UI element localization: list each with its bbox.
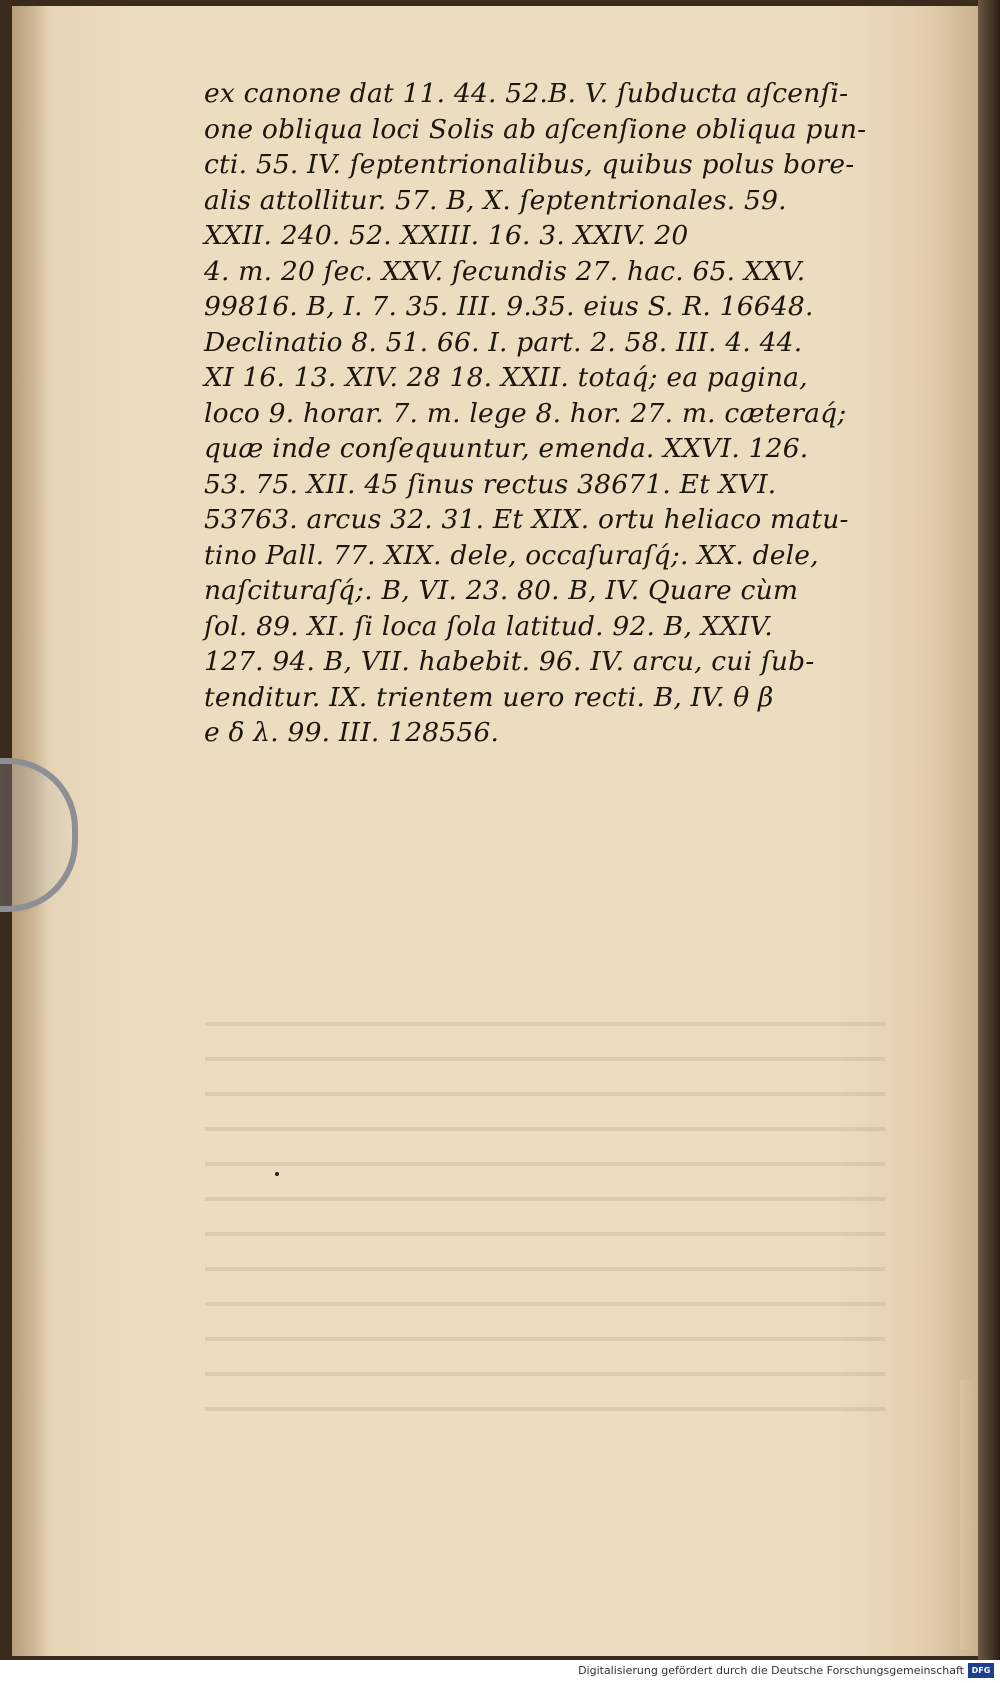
text-line: e δ λ. 99. III. 128556. bbox=[204, 717, 500, 748]
text-line: XI 16. 13. XIV. 28 18. XXII. totaq́; ea pagina, bbox=[204, 362, 808, 393]
text-line: cti. 55. IV. ſeptentrionalibus, quibus polus bore- bbox=[204, 149, 855, 180]
text-line: one obliqua loci Solis ab aſcenſione obliqua pun- bbox=[204, 113, 867, 145]
text-line: tino Pall. 77. XIX. dele, occaſuraſq́;. XX. dele, bbox=[204, 539, 819, 571]
text-line: Declinatio 8. 51. 66. I. part. 2. 58. III. 4. 44. bbox=[204, 326, 803, 358]
digitization-footer bbox=[0, 1660, 1000, 1683]
text-line: 99816. B, I. 7. 35. III. 9.35. eius S. R. 16648. bbox=[204, 291, 814, 322]
text-line: ſol. 89. XI. ſi loca ſola latitud. 92. B, XXIV. bbox=[204, 610, 773, 642]
text-line: alis attollitur. 57. B, X. ſeptentrionales. 59. bbox=[204, 184, 787, 216]
text-line: 127. 94. B, VII. habebit. 96. IV. arcu, cui ſub- bbox=[204, 646, 815, 677]
book-edge bbox=[978, 0, 1000, 1660]
bleed-through-text bbox=[205, 1000, 885, 1420]
text-line: naſcituraſq́;. B, VI. 23. 80. B, IV. Quare cùm bbox=[204, 575, 799, 606]
text-line: 4. m. 20 ſec. XXV. ſecundis 27. hac. 65. XXV. bbox=[204, 255, 806, 287]
errata-text-block bbox=[204, 76, 894, 751]
text-line: tenditur. IX. trientem uero recti. B, IV. θ β bbox=[204, 681, 774, 713]
text-line: 53763. arcus 32. 31. Et XIX. ortu heliaco matu- bbox=[204, 504, 849, 535]
dfg-logo-icon: DFG bbox=[968, 1663, 994, 1678]
text-line: ex canone dat 11. 44. 52.B. V. ſubducta aſcenſi- bbox=[204, 78, 849, 109]
funding-credit: Digitalisierung gefördert durch die Deutsche Forschungsgemeinschaft bbox=[578, 1664, 964, 1677]
text-line: quæ inde conſequuntur, emenda. XXVI. 126. bbox=[204, 433, 809, 464]
ink-dot bbox=[275, 1172, 279, 1176]
text-line: XXII. 240. 52. XXIII. 16. 3. XXIV. 20 bbox=[204, 220, 689, 251]
text-line: loco 9. horar. 7. m. lege 8. hor. 27. m. cæteraq́; bbox=[204, 397, 847, 429]
text-line: 53. 75. XII. 45 ſinus rectus 38671. Et XVI. bbox=[204, 468, 777, 500]
